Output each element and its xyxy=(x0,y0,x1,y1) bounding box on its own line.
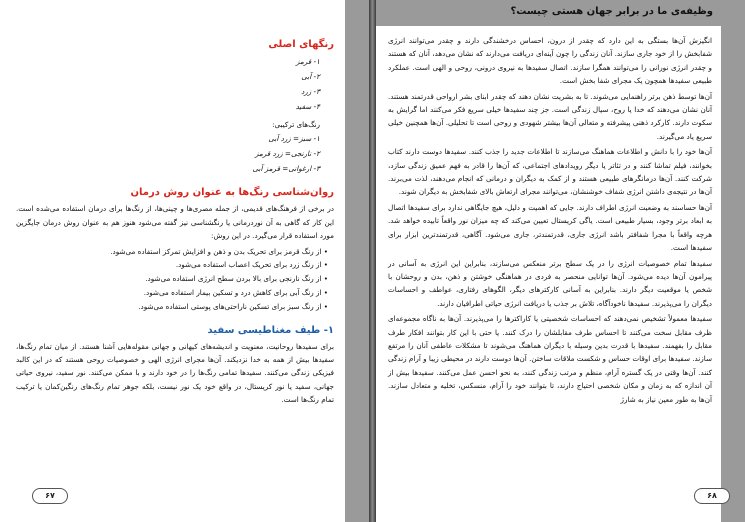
list-item: ۲- نارنجی= زرد قرمز xyxy=(255,149,320,159)
right-page-content xyxy=(388,34,712,408)
list-item: ۳- ارغوانی= قرمز آبی xyxy=(252,164,320,174)
left-page xyxy=(0,0,369,522)
list-item: ۲- آبی xyxy=(301,72,320,81)
paragraph: سفیدها معمولاً تشخیص نمی‌دهند که احساسات شخصیتی یا کاراکترها را می‌پذیرند. آن‌ها به ناگاه مجموعه‌ای ظرف مقابل سخت می‌کنند تا احساس طرف مقابلشان را درک کنند. یا حتی با این کار بتوانند افکار طرف مقابل را بفهمند. سفیدها با قدرت بدین وسیله با دیگران هماهنگ می‌شوند تا مشکلات عاطفی آنان را مرتفع سازند. سفیدها برای اوقات حساس و شکست ملاقات ساختن. آن‌ها دوست دارند در محیطی زیبا و آرام زندگی کنند. آن‌ها وقتی در یک گستره آرام، منظم و مرتب زندگی کنند، به نحو احسن عمل می‌کنند. سفیدها بیش از آن اندازه که به زمان و مکان شخصی احتیاج دارند، تا بتوانند خود را آرام، منسکس، تخلیه و متعادل سازند. آن‌ها به طور معین نیاز به شارژ xyxy=(387,314,712,404)
heading-color-therapy: روان‌شناسی رنگ‌ها به عنوان روش درمان xyxy=(130,187,334,199)
composite-colors-list xyxy=(16,131,320,176)
book-gutter xyxy=(369,0,376,522)
list-item: ۱- سبز= زرد آبی xyxy=(268,134,320,144)
page-number: ۶۸ xyxy=(694,488,730,504)
heading-primary-colors: رنگهای اصلی xyxy=(268,39,334,50)
left-page-content xyxy=(16,36,334,409)
therapy-bullets xyxy=(16,245,328,314)
list-item: • از رنگ نارنجی برای بالا بردن سطح انرژی استفاده می‌شود. xyxy=(145,274,328,284)
heading-white-spectrum: ۱- طیف مغناطیسی سفید xyxy=(207,324,334,336)
running-header: وظیفه‌ی ما در برابر جهان هستی چیست؟ xyxy=(376,0,721,26)
list-item: ۱- قرمز xyxy=(296,57,320,66)
list-item: ۴- سفید xyxy=(295,102,320,111)
paragraph: آن‌ها توسط ذهن برتر راهنمایی می‌شوند. تا به بشریت نشان دهند که چقدر ابنای بشر ارواحی قدرتمند هستند. آنان نشان می‌دهند که خدا یا روح، سیال زندگی است. جز چند سفیدها خیلی سریع فکر می‌کنند اما گرایش به سکوت دارند. کارکرد ذهنی پیشرفته و متعالی آن‌ها بیشتر شهودی و روحی است تا تحلیلی. آن‌ها همچنین خیلی سریع یاد می‌گیرند. xyxy=(388,91,712,141)
right-page xyxy=(376,0,745,522)
paragraph: آن‌ها خود را با دانش و اطلاعات هماهنگ می‌سازند تا اطلاعات جدید را جذب کنند. سفیدها دوست دارند کتاب بخوانند، فیلم تماشا کنند و در تئاتر یا دیگر رویدادهای اجتماعی، که آن‌ها را قادر به فهم عمیق زندگی سازد، شرکت کنند. آن‌ها درمانگرهای طبیعی هستند و از کمک به دیگران و درمانی که انجام می‌دهند، لذت می‌برند. آن‌ها در نتیجه‌ی داشتن انرژی شفاف خوشنشان، می‌توانند مجرای ارتعاش بالای شفابخش به دیگران شوند. xyxy=(388,147,712,197)
list-item: • از رنگ قرمز برای تحریک بدن و ذهن و افزایش تمرکز استفاده می‌شود. xyxy=(110,246,328,256)
page-number: ۶۷ xyxy=(32,488,68,504)
right-page-sidebar xyxy=(721,0,745,522)
therapy-paragraph: در برخی از فرهنگ‌های قدیمی، از جمله مصری‌ها و چینی‌ها، از رنگ‌ها برای درمان استفاده می‌شده است. این کار که گاهی به آن نوردرمانی یا رنگشناسی نیز گفته می‌شود هنوز هم به عنوان روش درمان جایگزین مورد استفاده قرار می‌گیرد. در این روش: xyxy=(16,204,334,241)
white-paragraph: برای سفیدها روحانیت، معنویت و اندیشه‌های کیهانی و جهانی مقوله‌هایی آشنا هستند. از میان تمام رنگ‌ها، سفیدها بیش از همه به خدا نزدیکند. آن‌ها مجرای انرژی الهی و خصوصیات روحی هستند که در این کالبد فیزیکی زندگی می‌کنند. سفیدها تمامی رنگ‌ها را در خود دارند و با ممکن می‌کنند. نور سفید، نیروی حیاتی جهانی، سفید یا نور کریستال، در واقع خود یک نور نیست، بلکه جوهر تمام رنگ‌های رنگین‌کمان یا ترکیب تمام رنگ‌ها است. xyxy=(16,341,334,405)
list-item: ۳- زرد xyxy=(301,87,320,96)
list-item: • از رنگ آبی برای کاهش درد و تسکین بیمار استفاده می‌شود. xyxy=(143,288,328,298)
paragraph: انگیزش آن‌ها بستگی به این دارد که چقدر از درون، احساس درخشندگی دارند و چقدر می‌توانند انرژی شفابخش را از خود جاری سازند. آنان زندگی را چون آینه‌ای دریافت می‌دارند که نشان می‌دهد، آنان که هستند و چقدر انرژی نورانی را می‌توانند همگرا سازند. اتصال سفیدها به نیروی درونی، روحی و الهی است. عملکرد طبیعی سفیدها همچون یک مجرای شفا بخش است. xyxy=(388,36,712,86)
list-item: • از رنگ زرد برای تحریک اعصاب استفاده می‌شود. xyxy=(175,260,328,270)
left-page-sidebar xyxy=(345,0,369,522)
composite-colors-label: رنگ‌های ترکیبی: xyxy=(272,120,320,129)
list-item: • از رنگ سبز برای تسکین ناراحتی‌های پوستی استفاده می‌شود. xyxy=(138,301,328,311)
paragraph: آن‌ها حساسند به وضعیت انرژی اطراف دارند. جایی که اهمیت و دلیل، هیچ جایگاهی ندارد برای سفیدها اتصال به ابعاد برتر وجود، بسیار طبیعی است. یاگی کریستال تعیین می‌کند که چه میزان نور واقعاً تابیده خواهد شد. هرچه واقعاً با مجرا شفافتر باشد انرژی جاری، قدرتمندتر، جاری می‌شود. آگاهی، قدرتمندترین ابزار برای سفیدها است. xyxy=(388,202,712,253)
primary-colors-list xyxy=(16,54,320,114)
paragraph: سفیدها تمام خصوصیات انرژی را در یک سطح برتر منعکس می‌سازند، بنابراین این انرژی به آسانی در پیرامون آن‌ها دیده می‌شود. آن‌ها توانایی منحصر به فردی در هماهنگی خوشتن و ذهن، بدن و روحشان با شخص یا موقعیت دیگر دارند. بنابراین به آسانی کارکترهای دیگر، الگوهای رفتاری، عواطف و احساسات دیگران را می‌پذیرند. سفیدها ناخودآگاه، تلاش بر جذب یا دریافت انرژی حیاتی اطرافیان دارند. xyxy=(388,258,712,308)
